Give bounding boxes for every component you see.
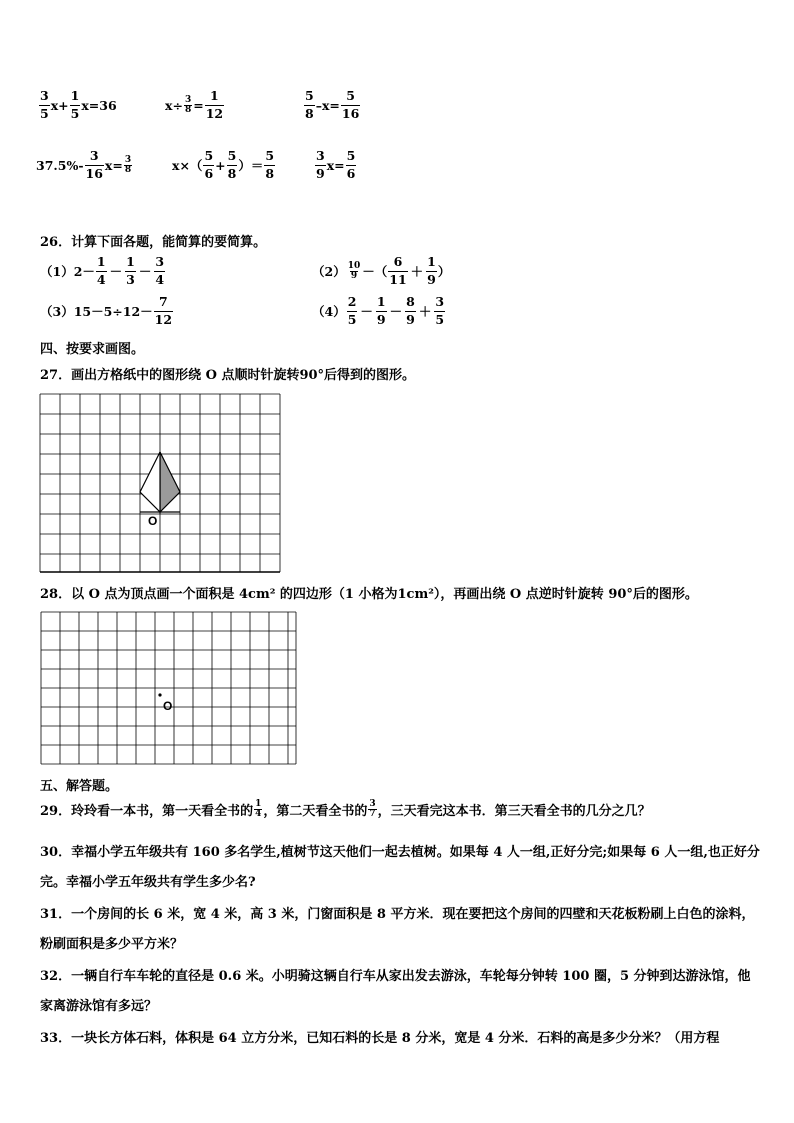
- fraction: $\frac{7}{12}$: [154, 294, 173, 327]
- fraction: $\frac{3}{8}$: [124, 154, 132, 175]
- section-5-heading: 五、解答题。: [40, 779, 119, 794]
- fraction: $\frac{8}{9}$: [406, 294, 415, 327]
- shaded-triangle: [160, 452, 180, 512]
- fraction: $\frac{5}{8}$: [305, 88, 314, 121]
- outline-triangle: [140, 452, 160, 512]
- fraction: $\frac{3}{4}$: [155, 254, 165, 287]
- fraction: $\frac{1}{5}$: [70, 88, 80, 121]
- fraction: $\frac{5}{6}$: [346, 148, 356, 181]
- fraction: $\frac{2}{5}$: [347, 294, 357, 327]
- fraction: $\frac{5}{16}$: [341, 88, 360, 121]
- q28-title: 28．以 O 点为顶点画一个面积是 4cm² 的四边形（1 小格为1cm²），再画出绕 O 点逆时针旋转 90°后的图形。: [40, 587, 698, 602]
- q30: 30．幸福小学五年级共有 160 多名学生,植树节这天他们一起去植树。如果每 4 人一组,正好分完;如果每 6 人一组,也正好分完。幸福小学五年级共有学生多少名?: [40, 845, 760, 890]
- section-4-heading: 四、按要求画图。: [40, 342, 145, 357]
- q26-item-3: （3）15－5÷12－ $\frac{7}{12}$: [40, 294, 173, 327]
- equation-5: x×（ $\frac{5}{6}$ + $\frac{5}{8}$ ）＝ $\frac{5}{8}$: [172, 148, 275, 181]
- q33: 33．一块长方体石料，体积是 64 立方分米，已知石料的长是 8 分米，宽是 4 分米．石料的高是多少分米？（用方程: [40, 1031, 720, 1046]
- q26-item-4: （4） $\frac{2}{5}$ － $\frac{1}{9}$ － $\frac{8}{9}$ ＋ $\frac{3}{5}$: [312, 294, 445, 327]
- q31: 31．一个房间的长 6 米，宽 4 米，高 3 米，门窗面积是 8 平方米．现在要把这个房间的四壁和天花板粉刷上白色的涂料，粉刷面积是多少平方米？: [40, 907, 755, 952]
- q26-item-1: （1）2－ $\frac{1}{4}$ － $\frac{1}{3}$ － $\frac{3}{4}$: [40, 254, 165, 287]
- fraction: $\frac{3}{16}$: [85, 148, 103, 181]
- fraction: $\frac{6}{11}$: [389, 254, 407, 287]
- q27-title: 27．画出方格纸中的图形绕 O 点顺时针旋转90°后得到的图形。: [40, 368, 416, 383]
- q26-item-2: （2） $\frac{10}{9}$ －（ $\frac{6}{11}$ ＋ $\frac{1}{9}$ ）: [312, 254, 451, 287]
- fraction: $\frac{3}{8}$: [184, 94, 192, 115]
- q26-title: 26．计算下面各题，能简算的要简算。: [40, 235, 267, 250]
- equation-6: $\frac{3}{9}$ x= $\frac{5}{6}$: [316, 148, 356, 181]
- q28-point-dot: [158, 693, 161, 696]
- q29: 29．玲玲看一本书，第一天看全书的 $\frac{1}{4}$ ，第二天看全书的 $\frac{3}{7}$ ，三天看完这本书．第三天看全书的几分之几？: [40, 799, 651, 819]
- q27-point-o: O: [148, 514, 158, 528]
- fraction: $\frac{3}{9}$: [316, 148, 325, 181]
- fraction: $\frac{1}{4}$: [255, 799, 262, 819]
- fraction: $\frac{1}{9}$: [376, 294, 386, 327]
- q28-grid: [39, 610, 299, 766]
- fraction: $\frac{3}{7}$: [369, 799, 376, 819]
- q32: 32．一辆自行车车轮的直径是 0.6 米。小明骑这辆自行车从家出发去游泳，车轮每分钟转 100 圈，5 分钟到达游泳馆，他家离游泳馆有多远？: [40, 969, 751, 1014]
- equation-1: $\frac{3}{5}$ x+ $\frac{1}{5}$ x=36: [40, 88, 117, 121]
- rotation-figure: [140, 452, 180, 512]
- equation-3: $\frac{5}{8}$ –x= $\frac{5}{16}$: [305, 88, 360, 121]
- fraction: $\frac{1}{9}$: [427, 254, 436, 287]
- fraction: $\frac{5}{8}$: [227, 148, 237, 181]
- fraction: $\frac{3}{5}$: [40, 88, 49, 121]
- q28-point-o: O: [163, 699, 173, 713]
- equation-2: x÷ $\frac{3}{8}$ = $\frac{1}{12}$: [165, 88, 224, 121]
- fraction: $\frac{3}{5}$: [435, 294, 445, 327]
- q27-grid: [38, 392, 282, 574]
- fraction: $\frac{10}{9}$: [347, 260, 361, 281]
- fraction: $\frac{5}{6}$: [204, 148, 214, 181]
- fraction: $\frac{5}{8}$: [265, 148, 275, 181]
- equation-4: 37.5%- $\frac{3}{16}$ x= $\frac{3}{8}$: [36, 148, 132, 181]
- grid-lines: [41, 612, 296, 764]
- fraction: $\frac{1}{4}$: [96, 254, 106, 287]
- fraction: $\frac{1}{12}$: [205, 88, 224, 121]
- fraction: $\frac{1}{3}$: [126, 254, 135, 287]
